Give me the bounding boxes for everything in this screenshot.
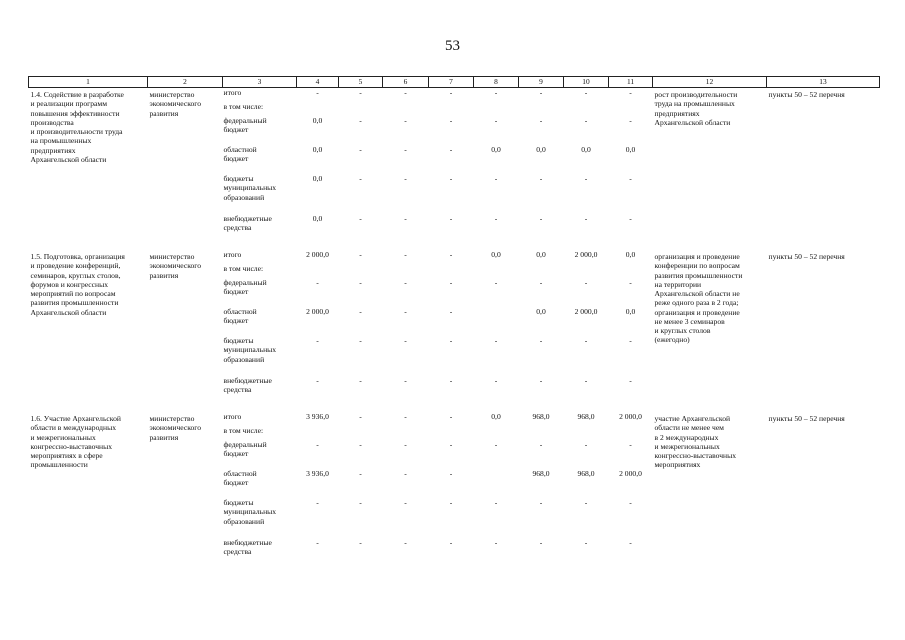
funding-value: - [494, 214, 498, 223]
activity-executor [148, 412, 223, 574]
funding-value: - [629, 538, 632, 547]
funding-value: - [404, 440, 407, 449]
funding-value: 0,0 [312, 116, 323, 125]
funding-value: 2 000,0 [574, 307, 598, 316]
funding-value: - [584, 498, 588, 507]
funding-source-label [223, 250, 297, 264]
funding-source-label [223, 174, 297, 214]
funding-value: - [359, 440, 362, 449]
funding-source-text: бюджеты муниципальных образований [223, 498, 277, 526]
funding-value: 0,0 [625, 250, 636, 259]
funding-value [474, 426, 519, 440]
funding-value: - [494, 278, 498, 287]
funding-source-label [223, 426, 297, 440]
funding-source-label [223, 498, 297, 538]
activity-executor [148, 250, 223, 412]
funding-source-text: бюджеты муниципальных образований [223, 174, 277, 202]
funding-value [297, 264, 339, 278]
funding-value [297, 102, 339, 116]
activity-reference-text: пункты 50 – 52 перечня [768, 90, 845, 99]
funding-value [519, 426, 564, 440]
activity-description [29, 412, 148, 574]
funding-value: - [359, 412, 362, 421]
funding-value: - [629, 88, 632, 97]
column-number-1: 1 [29, 77, 148, 88]
funding-value [564, 426, 609, 440]
funding-value: - [404, 307, 407, 316]
column-number-row [29, 77, 880, 88]
activity-description [29, 250, 148, 412]
funding-value: - [494, 336, 498, 345]
funding-value: - [449, 250, 453, 259]
activity-description-text: 1.6. Участие Архангельской области в международных и межрегиональных конгрессно-выставочных мероприятиях в сфере промышленности [30, 414, 121, 470]
activity-reference [767, 412, 880, 574]
funding-value: - [316, 440, 319, 449]
funding-value: - [584, 116, 588, 125]
activity-result [653, 412, 767, 574]
funding-value: - [584, 336, 588, 345]
funding-value: - [316, 88, 319, 97]
funding-value [474, 469, 519, 498]
funding-value: - [494, 88, 498, 97]
funding-value [339, 102, 383, 116]
funding-value: - [404, 336, 407, 345]
funding-value: - [449, 278, 453, 287]
funding-source-label [223, 376, 297, 412]
funding-value: - [404, 88, 407, 97]
funding-value: - [404, 469, 407, 478]
funding-value: - [629, 174, 632, 183]
funding-source-row [29, 412, 880, 426]
funding-value: 3 936,0 [306, 469, 329, 478]
funding-value: - [449, 440, 453, 449]
funding-value: - [316, 538, 319, 547]
funding-value: - [404, 214, 407, 223]
funding-value: - [449, 116, 453, 125]
funding-value: 0,0 [536, 250, 546, 259]
funding-value: - [359, 174, 362, 183]
funding-source-text: итого [223, 412, 242, 421]
funding-value: - [316, 278, 319, 287]
funding-value: - [584, 538, 588, 547]
activity-executor-text: министерство экономического развития [149, 252, 202, 280]
funding-value: - [404, 116, 407, 125]
funding-value: - [404, 538, 407, 547]
funding-value [383, 264, 429, 278]
funding-source-text: в том числе: [223, 102, 264, 111]
funding-value: 968,0 [577, 469, 595, 478]
funding-value: - [316, 376, 319, 385]
funding-source-text: федеральный бюджет [223, 278, 267, 297]
funding-value: - [404, 145, 407, 154]
funding-value: 2 000,0 [619, 412, 642, 421]
funding-source-label [223, 469, 297, 498]
funding-value: - [359, 214, 362, 223]
funding-value: - [539, 498, 543, 507]
funding-value: - [584, 88, 588, 97]
funding-source-label [223, 412, 297, 426]
funding-value: 0,0 [536, 307, 546, 316]
funding-value: - [494, 538, 498, 547]
funding-value: - [584, 278, 588, 287]
funding-value: - [359, 307, 362, 316]
funding-source-row [29, 250, 880, 264]
funding-value: 2 000,0 [306, 307, 329, 316]
funding-source-label [223, 538, 297, 574]
funding-value: 0,0 [491, 250, 501, 259]
funding-value [429, 264, 474, 278]
funding-value: - [449, 469, 453, 478]
funding-value: - [539, 440, 543, 449]
funding-source-text: бюджеты муниципальных образований [223, 336, 277, 364]
funding-value [474, 102, 519, 116]
funding-value: - [629, 498, 632, 507]
funding-value: - [359, 498, 362, 507]
funding-source-row [29, 88, 880, 103]
activity-executor-text: министерство экономического развития [149, 414, 202, 442]
funding-value: - [494, 440, 498, 449]
funding-value [474, 307, 519, 336]
column-number-6: 6 [383, 77, 429, 88]
funding-value [429, 102, 474, 116]
funding-source-text: областной бюджет [223, 307, 257, 326]
activity-description [29, 88, 148, 251]
funding-value [383, 426, 429, 440]
funding-value: 0,0 [491, 145, 501, 154]
funding-value: - [449, 412, 453, 421]
funding-value: - [449, 174, 453, 183]
funding-source-label [223, 264, 297, 278]
funding-value: 968,0 [577, 412, 595, 421]
funding-source-label [223, 307, 297, 336]
funding-value: - [539, 376, 543, 385]
column-number-8: 8 [474, 77, 519, 88]
funding-source-text: в том числе: [223, 264, 264, 273]
funding-value [609, 426, 653, 440]
column-number-3: 3 [223, 77, 297, 88]
activity-result-text: рост производительности труда на промышленных предприятиях Архангельской области [654, 90, 738, 127]
funding-source-text: областной бюджет [223, 469, 257, 488]
funding-value [474, 264, 519, 278]
funding-value: - [629, 376, 632, 385]
funding-value: - [449, 376, 453, 385]
activity-reference [767, 250, 880, 412]
funding-value [383, 102, 429, 116]
funding-value: 968,0 [532, 412, 550, 421]
table-body [29, 88, 880, 575]
funding-value: - [584, 214, 588, 223]
page-number: 53 [445, 38, 460, 54]
funding-value: - [584, 376, 588, 385]
funding-value [339, 426, 383, 440]
funding-value: - [359, 145, 362, 154]
funding-value [339, 264, 383, 278]
activity-result [653, 88, 767, 251]
funding-value: - [539, 336, 543, 345]
funding-value: - [359, 376, 362, 385]
funding-value: - [404, 412, 407, 421]
funding-source-label [223, 214, 297, 250]
activity-result [653, 250, 767, 412]
funding-value: - [494, 174, 498, 183]
funding-value: - [494, 376, 498, 385]
funding-value: 968,0 [532, 469, 550, 478]
funding-value: - [359, 538, 362, 547]
funding-value: 3 936,0 [306, 412, 329, 421]
funding-value: - [494, 116, 498, 125]
funding-source-text: внебюджетные средства [223, 538, 272, 557]
column-number-11: 11 [609, 77, 653, 88]
funding-value: - [316, 498, 319, 507]
funding-source-text: внебюджетные средства [223, 214, 272, 233]
activity-description-text: 1.4. Содействие в разработке и реализации программ повышения эффективности производства и производительности труда на промышленных предприятиях Архангельской области [30, 90, 124, 164]
funding-value: - [539, 174, 543, 183]
funding-value: - [316, 336, 319, 345]
funding-value: - [449, 307, 453, 316]
funding-value: - [449, 214, 453, 223]
funding-value: - [449, 336, 453, 345]
column-number-13: 13 [767, 77, 880, 88]
funding-value: 0,0 [312, 145, 323, 154]
funding-source-label [223, 116, 297, 145]
funding-source-text: в том числе: [223, 426, 264, 435]
funding-value [519, 264, 564, 278]
activity-reference [767, 88, 880, 251]
funding-value: - [494, 498, 498, 507]
funding-value: - [404, 174, 407, 183]
funding-source-text: областной бюджет [223, 145, 257, 164]
funding-value: - [404, 376, 407, 385]
column-number-7: 7 [429, 77, 474, 88]
funding-value: - [539, 538, 543, 547]
column-number-4: 4 [297, 77, 339, 88]
funding-value: 0,0 [312, 214, 323, 223]
funding-value: - [539, 214, 543, 223]
funding-value: - [449, 538, 453, 547]
funding-value: - [584, 174, 588, 183]
funding-value [297, 426, 339, 440]
funding-value: - [539, 278, 543, 287]
funding-source-text: федеральный бюджет [223, 116, 267, 135]
activity-reference-text: пункты 50 – 52 перечня [768, 414, 845, 423]
column-number-5: 5 [339, 77, 383, 88]
funding-source-label [223, 102, 297, 116]
funding-value: - [629, 440, 632, 449]
funding-value [429, 426, 474, 440]
funding-value: - [449, 145, 453, 154]
funding-source-label [223, 440, 297, 469]
funding-value: - [629, 116, 632, 125]
funding-source-text: федеральный бюджет [223, 440, 267, 459]
funding-value: - [359, 278, 362, 287]
activity-reference-text: пункты 50 – 52 перечня [768, 252, 845, 261]
funding-value: 0,0 [581, 145, 591, 154]
funding-value: - [404, 278, 407, 287]
funding-value: - [404, 498, 407, 507]
funding-value: - [359, 88, 362, 97]
funding-value [564, 102, 609, 116]
activity-executor-text: министерство экономического развития [149, 90, 202, 118]
column-number-2: 2 [148, 77, 223, 88]
program-activities-table [28, 76, 880, 574]
funding-value: 0,0 [491, 412, 501, 421]
funding-value: - [539, 116, 543, 125]
funding-value: - [359, 250, 362, 259]
funding-value: - [449, 88, 453, 97]
funding-value: - [404, 250, 407, 259]
funding-value: - [629, 278, 632, 287]
funding-value: - [584, 440, 588, 449]
funding-source-text: внебюджетные средства [223, 376, 272, 395]
funding-source-text: итого [223, 250, 242, 259]
funding-value: 2 000,0 [619, 469, 642, 478]
funding-value [609, 264, 653, 278]
funding-value: - [449, 498, 453, 507]
funding-value: - [359, 469, 362, 478]
funding-value: 0,0 [625, 307, 636, 316]
funding-value: 2 000,0 [306, 250, 329, 259]
funding-source-text: итого [223, 88, 242, 97]
funding-value: - [359, 336, 362, 345]
funding-value: - [629, 214, 632, 223]
funding-source-label [223, 336, 297, 376]
funding-source-label [223, 145, 297, 174]
funding-value: 0,0 [625, 145, 636, 154]
funding-value: - [629, 336, 632, 345]
funding-value: - [359, 116, 362, 125]
funding-value [609, 102, 653, 116]
funding-value: 2 000,0 [574, 250, 598, 259]
activity-executor [148, 88, 223, 251]
column-number-9: 9 [519, 77, 564, 88]
activity-result-text: участие Архангельской области не менее чем в 2 международных и межрегиональных конгрессно-выставочных мероприятиях [654, 414, 737, 470]
funding-value [519, 102, 564, 116]
funding-value [564, 264, 609, 278]
funding-value: 0,0 [536, 145, 546, 154]
funding-value: 0,0 [312, 174, 323, 183]
funding-value: - [539, 88, 543, 97]
funding-source-label [223, 278, 297, 307]
column-number-10: 10 [564, 77, 609, 88]
activity-result-text: организация и проведение конференции по вопросам развития промышленности на территории Архангельской области не реже одного раза в 2 года; организация и проведение не менее 3 семинаров и круглых столов (ежегодно) [654, 252, 743, 345]
column-number-12: 12 [653, 77, 767, 88]
activity-description-text: 1.5. Подготовка, организация и проведение конференций, семинаров, круглых столов, форумов и конгрессных мероприятий по вопросам развития промышленности Архангельской области [30, 252, 125, 317]
funding-source-label [223, 88, 297, 103]
